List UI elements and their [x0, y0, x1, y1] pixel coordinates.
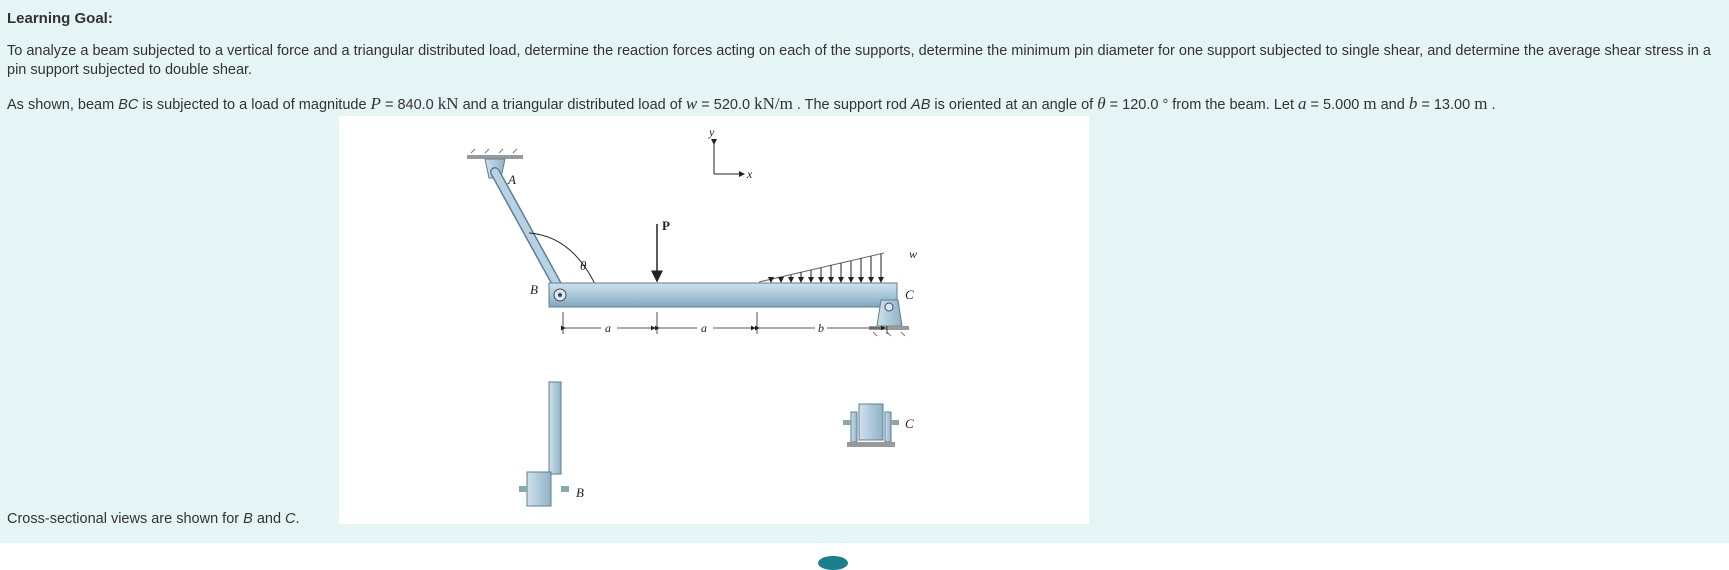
theta-symbol: θ: [1097, 94, 1106, 113]
learning-goal-text: To analyze a beam subjected to a vertical force and a triangular distributed load, determine the reaction forces acting on each of the supports, determine the minimum pin diameter for one support subjected to single shear, and determine the average shear stress in a pin support subjected to double shear.: [7, 43, 1711, 78]
cross-section-note: Cross-sectional views are shown for B and C.: [7, 511, 300, 527]
beam-bc: [549, 283, 897, 307]
a-symbol: a: [1298, 94, 1307, 113]
dim-a2-label: a: [701, 321, 707, 335]
y-axis-label: y: [709, 125, 715, 139]
theta-label: θ: [580, 258, 587, 273]
p-symbol: P: [370, 94, 381, 113]
point-b-label: B: [530, 282, 538, 297]
b-symbol: b: [1408, 94, 1418, 113]
coordinate-axes: [708, 125, 753, 181]
dim-a1-label: a: [605, 321, 611, 335]
partial-indicator-dot: [818, 556, 848, 570]
dim-b-label: b: [818, 321, 824, 335]
cross-section-c: [843, 404, 914, 447]
dimension-lines: [563, 312, 887, 335]
beam-diagram-svg: [339, 116, 1089, 524]
w-symbol: w: [685, 94, 698, 113]
given-values-text: As shown, beam BC is subjected to a load of magnitude P = 840.0 kN and a triangular distributed load of w = 520.0 kN/m . The support rod AB is oriented at an angle of θ = 120.0 ° from the beam. Let a = 5.000 m and b = 13.00 m .: [7, 94, 1496, 113]
beam-diagram: [339, 116, 1089, 524]
load-p-label: P: [662, 218, 670, 233]
learning-goal-heading: Learning Goal:: [7, 10, 113, 27]
load-w-label: w: [909, 247, 918, 261]
distributed-load: [759, 247, 917, 282]
point-a-label: A: [508, 172, 516, 187]
x-axis-label: x: [747, 167, 753, 181]
point-c-label: C: [905, 287, 914, 302]
cross-section-b: [519, 382, 584, 506]
section-c-label: C: [905, 416, 914, 431]
section-b-label: B: [576, 485, 584, 500]
